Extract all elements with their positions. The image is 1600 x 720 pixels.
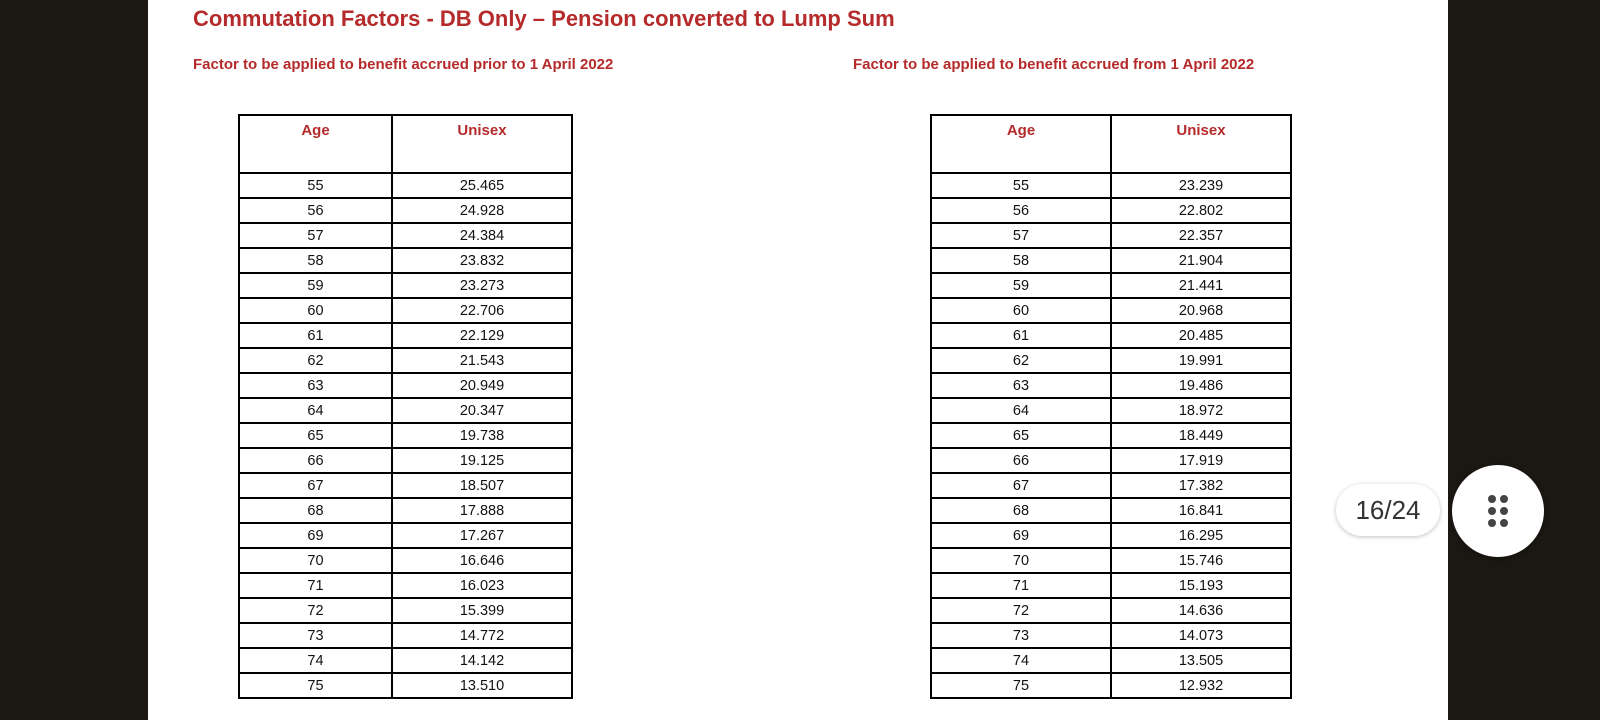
table-row	[239, 398, 572, 423]
age-cell: 55	[239, 173, 392, 198]
factor-cell: 15.193	[1111, 573, 1291, 598]
factor-cell: 23.239	[1111, 173, 1291, 198]
table-row	[239, 498, 572, 523]
age-cell: 65	[239, 423, 392, 448]
table-row	[239, 623, 572, 648]
table-row	[931, 248, 1291, 273]
factor-cell: 14.772	[392, 623, 572, 648]
table-row	[931, 523, 1291, 548]
age-cell: 69	[931, 523, 1111, 548]
table-row	[931, 498, 1291, 523]
factor-cell: 22.802	[1111, 198, 1291, 223]
age-cell: 71	[239, 573, 392, 598]
table-heading-from: Factor to be applied to benefit accrued from 1 April 2022	[853, 56, 1255, 73]
table-row	[239, 373, 572, 398]
table-header-row	[931, 115, 1291, 173]
age-cell: 62	[931, 348, 1111, 373]
column-header-age: Age	[239, 115, 392, 173]
grid-dots-icon	[1486, 493, 1510, 529]
age-cell: 64	[931, 398, 1111, 423]
factor-cell: 16.295	[1111, 523, 1291, 548]
table-row	[239, 298, 572, 323]
table-row	[931, 173, 1291, 198]
table-row	[239, 323, 572, 348]
age-cell: 70	[931, 548, 1111, 573]
table-row	[931, 348, 1291, 373]
factor-cell: 19.991	[1111, 348, 1291, 373]
factor-cell: 13.505	[1111, 648, 1291, 673]
table-row	[239, 173, 572, 198]
table-heading-prior: Factor to be applied to benefit accrued prior to 1 April 2022	[193, 56, 614, 73]
table-row	[931, 548, 1291, 573]
age-cell: 61	[239, 323, 392, 348]
factor-cell: 18.449	[1111, 423, 1291, 448]
age-cell: 57	[931, 223, 1111, 248]
age-cell: 71	[931, 573, 1111, 598]
column-header-age: Age	[931, 115, 1111, 173]
factor-cell: 18.507	[392, 473, 572, 498]
document-title: Commutation Factors - DB Only – Pension converted to Lump Sum	[193, 6, 895, 31]
age-cell: 66	[931, 448, 1111, 473]
age-cell: 72	[931, 598, 1111, 623]
factor-cell: 15.746	[1111, 548, 1291, 573]
factor-cell: 14.636	[1111, 598, 1291, 623]
table-row	[931, 398, 1291, 423]
age-cell: 74	[239, 648, 392, 673]
table-row	[239, 423, 572, 448]
age-cell: 56	[239, 198, 392, 223]
table-row	[931, 448, 1291, 473]
table-row	[931, 298, 1291, 323]
table-row	[931, 323, 1291, 348]
factor-cell: 20.968	[1111, 298, 1291, 323]
factor-cell: 21.441	[1111, 273, 1291, 298]
table-row	[931, 373, 1291, 398]
age-cell: 64	[239, 398, 392, 423]
factor-cell: 24.384	[392, 223, 572, 248]
viewer-menu-button[interactable]	[1452, 465, 1544, 557]
factor-table-from	[930, 114, 1292, 699]
factor-cell: 23.273	[392, 273, 572, 298]
factor-cell: 24.928	[392, 198, 572, 223]
table-row	[931, 198, 1291, 223]
factor-cell: 13.510	[392, 673, 572, 698]
table-row	[239, 448, 572, 473]
age-cell: 60	[931, 298, 1111, 323]
age-cell: 72	[239, 598, 392, 623]
factor-cell: 12.932	[1111, 673, 1291, 698]
table-row	[239, 348, 572, 373]
table-row	[931, 273, 1291, 298]
factor-cell: 18.972	[1111, 398, 1291, 423]
age-cell: 73	[931, 623, 1111, 648]
age-cell: 62	[239, 348, 392, 373]
table-header-row	[239, 115, 572, 173]
factor-cell: 16.646	[392, 548, 572, 573]
table-row	[931, 623, 1291, 648]
age-cell: 65	[931, 423, 1111, 448]
factor-cell: 19.738	[392, 423, 572, 448]
table-row	[239, 523, 572, 548]
page-indicator[interactable]: 16/24	[1336, 484, 1440, 536]
factor-cell: 23.832	[392, 248, 572, 273]
table-row	[239, 673, 572, 698]
factor-cell: 21.904	[1111, 248, 1291, 273]
age-cell: 75	[239, 673, 392, 698]
age-cell: 55	[931, 173, 1111, 198]
age-cell: 60	[239, 298, 392, 323]
factor-cell: 17.382	[1111, 473, 1291, 498]
table-row	[239, 273, 572, 298]
age-cell: 58	[239, 248, 392, 273]
factor-cell: 17.267	[392, 523, 572, 548]
age-cell: 59	[239, 273, 392, 298]
table-row	[931, 648, 1291, 673]
table-row	[931, 598, 1291, 623]
factor-table-prior	[238, 114, 573, 699]
age-cell: 61	[931, 323, 1111, 348]
factor-cell: 22.357	[1111, 223, 1291, 248]
table-row	[239, 223, 572, 248]
factor-cell: 20.949	[392, 373, 572, 398]
factor-cell: 19.125	[392, 448, 572, 473]
factor-cell: 20.347	[392, 398, 572, 423]
factor-cell: 25.465	[392, 173, 572, 198]
factor-cell: 21.543	[392, 348, 572, 373]
age-cell: 63	[931, 373, 1111, 398]
table-row	[931, 473, 1291, 498]
table-row	[931, 423, 1291, 448]
table-row	[239, 648, 572, 673]
age-cell: 69	[239, 523, 392, 548]
factor-cell: 20.485	[1111, 323, 1291, 348]
document-page	[148, 0, 1448, 720]
table-row	[239, 198, 572, 223]
column-header-unisex: Unisex	[392, 115, 572, 173]
table-row	[239, 598, 572, 623]
age-cell: 66	[239, 448, 392, 473]
factor-cell: 19.486	[1111, 373, 1291, 398]
age-cell: 57	[239, 223, 392, 248]
table-row	[239, 548, 572, 573]
column-header-unisex: Unisex	[1111, 115, 1291, 173]
table-row	[931, 673, 1291, 698]
table-row	[239, 248, 572, 273]
age-cell: 70	[239, 548, 392, 573]
factor-cell: 14.142	[392, 648, 572, 673]
factor-cell: 14.073	[1111, 623, 1291, 648]
age-cell: 58	[931, 248, 1111, 273]
factor-cell: 22.706	[392, 298, 572, 323]
factor-cell: 15.399	[392, 598, 572, 623]
table-row	[931, 573, 1291, 598]
age-cell: 67	[239, 473, 392, 498]
factor-cell: 22.129	[392, 323, 572, 348]
age-cell: 59	[931, 273, 1111, 298]
age-cell: 74	[931, 648, 1111, 673]
age-cell: 56	[931, 198, 1111, 223]
factor-cell: 17.919	[1111, 448, 1291, 473]
age-cell: 67	[931, 473, 1111, 498]
table-row	[239, 473, 572, 498]
factor-cell: 16.023	[392, 573, 572, 598]
age-cell: 68	[239, 498, 392, 523]
table-row	[239, 573, 572, 598]
age-cell: 73	[239, 623, 392, 648]
age-cell: 75	[931, 673, 1111, 698]
age-cell: 68	[931, 498, 1111, 523]
factor-cell: 16.841	[1111, 498, 1291, 523]
factor-cell: 17.888	[392, 498, 572, 523]
age-cell: 63	[239, 373, 392, 398]
table-row	[931, 223, 1291, 248]
